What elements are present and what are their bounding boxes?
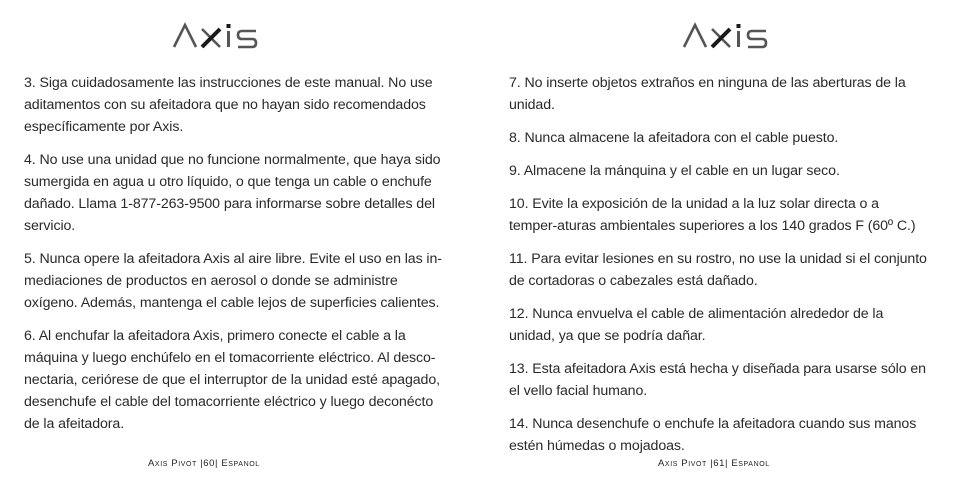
footer-language: Espanol — [731, 458, 770, 469]
instruction-11: 11. Para evitar lesiones en su rostro, no use la unidad si el conjunto de cortadoras o cabezales está dañado. — [509, 251, 927, 289]
instruction-12: 12. Nunca envuelva el cable de alimentación alrededor de la unidad, ya que se podría dañar. — [509, 306, 884, 344]
instruction-13: 13. Esta afeitadora Axis está hecha y diseñada para usarse sólo en el vello facial humano. — [509, 361, 926, 399]
footer-product: Axis Pivot — [658, 458, 707, 469]
instruction-6: 6. Al enchufar la afeitadora Axis, primero conecte el cable a la máquina y luego enchúfelo en el tomacorriente eléctrico. Al desco-nectaria, ceriórese de que el interruptor de la unidad esté apagado, desenchufe el cable del tomacorriente eléctrico y luego deconécto de la afeitadora. — [24, 328, 440, 432]
axis-logo-icon — [682, 20, 782, 50]
axis-logo — [172, 20, 272, 50]
right-page — [477, 0, 954, 477]
footer-page-number: 60 — [203, 458, 216, 469]
instruction-10: 10. Evite la exposición de la unidad a la luz solar directa o a temper-aturas ambientales superiores a los 140 grados F (60º C.) — [509, 196, 916, 234]
footer-language: Espanol — [221, 458, 260, 469]
footer-page-number: 61 — [713, 458, 726, 469]
footer-product: Axis Pivot — [148, 458, 197, 469]
axis-logo-icon — [172, 20, 272, 50]
page-footer: Axis Pivot |61| Espanol — [658, 458, 770, 469]
instruction-14: 14. Nunca desenchufe o enchufe la afeitadora cuando sus manos estén húmedas o mojadoas. — [509, 416, 917, 454]
page-footer: Axis Pivot |60| Espanol — [148, 458, 260, 469]
instruction-3: 3. Siga cuidadosamente las instrucciones de este manual. No use aditamentos con su afeitadora que no hayan sido recomendados específicamente por Axis. — [24, 75, 433, 135]
instruction-5: 5. Nunca opere la afeitadora Axis al aire libre. Evite el uso en las in-mediaciones de productos en aerosol o donde se administre oxígeno. Además, mantenga el cable lejos de superficies calientes. — [24, 251, 442, 311]
instruction-9: 9. Almacene la mánquina y el cable en un lugar seco. — [509, 163, 840, 179]
instruction-8: 8. Nunca almacene la afeitadora con el cable puesto. — [509, 130, 839, 146]
instruction-4: 4. No use una unidad que no funcione normalmente, que haya sido sumergida en agua u otro líquido, o que tenga un cable o enchufe dañado. Llama 1-877-263-9500 para informarse sobre detalles del servicio. — [24, 152, 441, 234]
instructions-list — [24, 72, 442, 446]
instruction-7: 7. No inserte objetos extraños en ninguna de las aberturas de la unidad. — [509, 75, 906, 113]
instructions-list — [509, 72, 927, 468]
axis-logo — [682, 20, 782, 50]
